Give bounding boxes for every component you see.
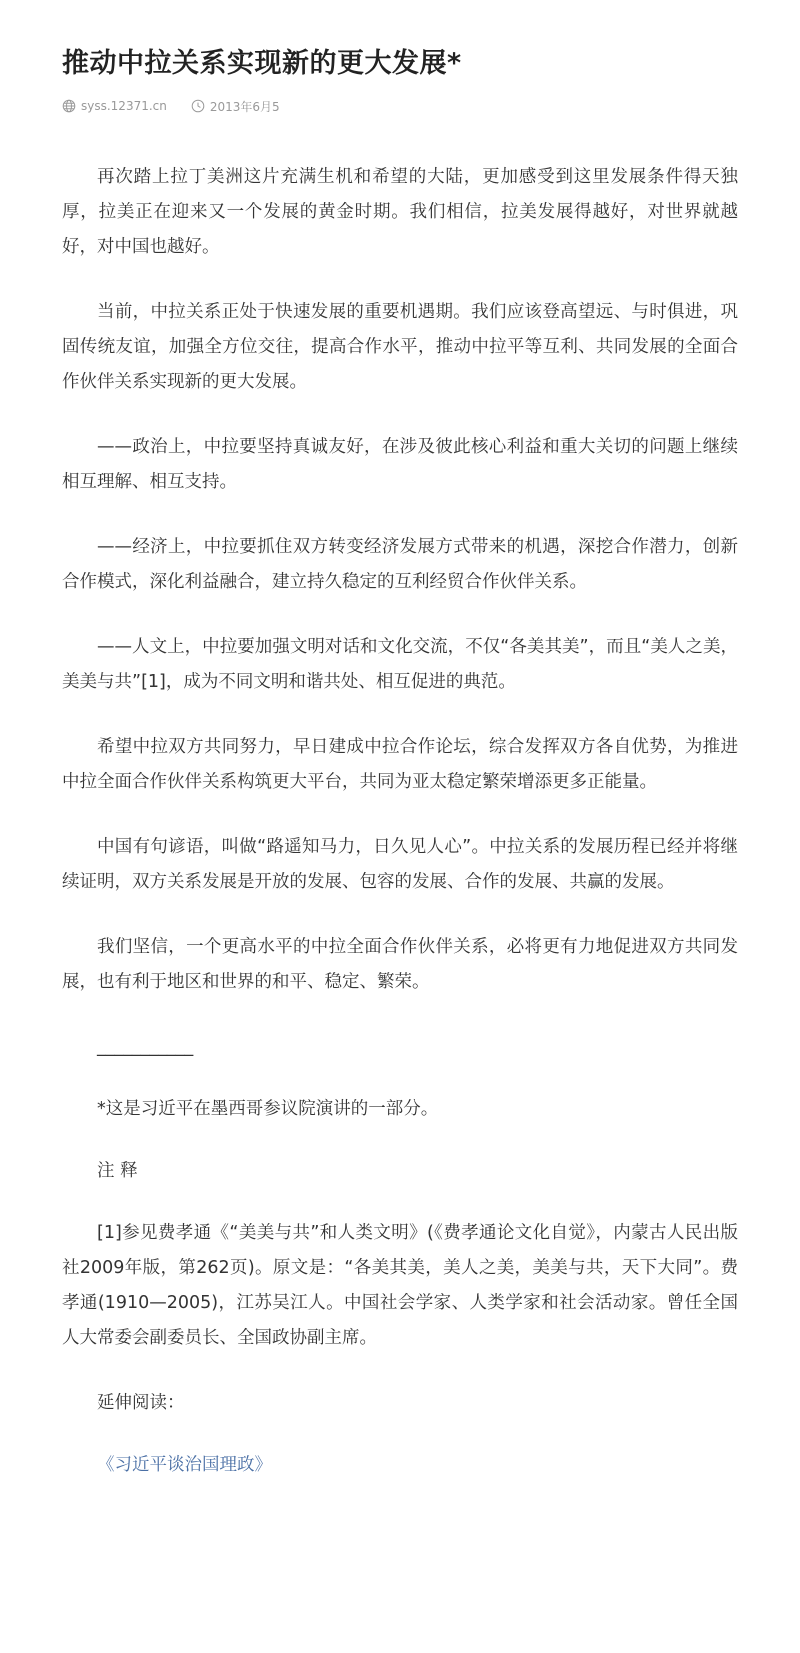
source-text: syss.12371.cn xyxy=(81,99,167,113)
paragraph: 当前，中拉关系正处于快速发展的重要机遇期。我们应该登高望远、与时俱进，巩固传统友谊，加强全方位交往，提高合作水平，推动中拉平等互利、共同发展的全面合作伙伴关系实现新的更大发展。 xyxy=(62,302,738,392)
related-book-link[interactable]: 《习近平谈治国理政》 xyxy=(97,1455,272,1475)
paragraph: 希望中拉双方共同努力，早日建成中拉合作论坛，综合发挥双方各自优势，为推进中拉全面合作伙伴关系构筑更大平台，共同为亚太稳定繁荣增添更多正能量。 xyxy=(62,737,738,792)
paragraph: 再次踏上拉丁美洲这片充满生机和希望的大陆，更加感受到这里发展条件得天独厚，拉美正在迎来又一个发展的黄金时期。我们相信，拉美发展得越好，对世界就越好，对中国也越好。 xyxy=(62,167,738,257)
footnote-marker-text: *这是习近平在墨西哥参议院演讲的一部分。 xyxy=(97,1099,439,1119)
article-meta xyxy=(62,96,738,116)
paragraph: 中国有句谚语，叫做“路遥知马力，日久见人心”。中拉关系的发展历程已经并将继续证明，双方关系发展是开放的发展、包容的发展、合作的发展、共赢的发展。 xyxy=(62,837,738,892)
article-body xyxy=(62,160,738,1483)
notes-heading: 注 释 xyxy=(97,1161,138,1181)
source-meta xyxy=(62,99,167,113)
further-reading-label: 延伸阅读： xyxy=(97,1393,185,1413)
footnote: [1]参见费孝通《“美美与共”和人类文明》(《费孝通论文化自觉》，内蒙古人民出版社2009年版，第262页)。原文是：“各美其美，美人之美，美美与共，天下大同”。费孝通(1910—2005)，江苏吴江人。中国社会学家、人类学家和社会活动家。曾任全国人大常委会副委员长、全国政协副主席。 xyxy=(62,1223,738,1348)
article-title: 推动中拉关系实现新的更大发展* xyxy=(62,48,462,79)
divider-line: ___________ xyxy=(97,1037,194,1057)
clock-icon xyxy=(191,99,205,113)
paragraph: ——经济上，中拉要抓住双方转变经济发展方式带来的机遇，深挖合作潜力，创新合作模式，深化利益融合，建立持久稳定的互利经贸合作伙伴关系。 xyxy=(62,537,738,592)
paragraph: ——人文上，中拉要加强文明对话和文化交流，不仅“各美其美”，而且“美人之美，美美与共”[1]，成为不同文明和谐共处、相互促进的典范。 xyxy=(62,637,738,692)
globe-icon xyxy=(62,99,76,113)
related-link-paragraph xyxy=(62,1448,738,1483)
paragraph: ——政治上，中拉要坚持真诚友好，在涉及彼此核心利益和重大关切的问题上继续相互理解、相互支持。 xyxy=(62,437,738,492)
paragraph: 我们坚信，一个更高水平的中拉全面合作伙伴关系，必将更有力地促进双方共同发展，也有利于地区和世界的和平、稳定、繁荣。 xyxy=(62,937,738,992)
date-text: 2013年6月5 xyxy=(209,99,280,114)
date-meta xyxy=(191,98,280,115)
